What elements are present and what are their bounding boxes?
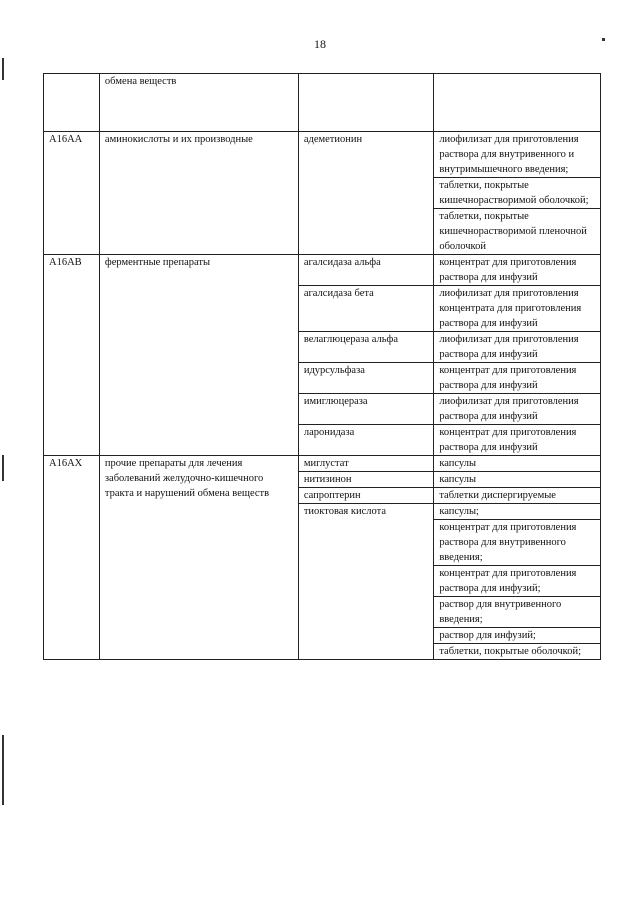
dosage-form-cell: лиофилизат для приготовления раствора для инфузий — [434, 394, 601, 425]
dosage-form-cell: капсулы; — [434, 504, 601, 520]
scan-mark — [2, 455, 4, 481]
dosage-form-cell: раствор для внутривенного введения; — [434, 597, 601, 628]
group-cell: обмена веществ — [99, 74, 298, 132]
dosage-form-cell: концентрат для приготовления раствора для внутривенного введения; — [434, 520, 601, 566]
group-name-cell: ферментные препараты — [99, 255, 298, 456]
code-cell — [44, 74, 100, 132]
dosage-form-cell: таблетки диспергируемые — [434, 488, 601, 504]
scan-mark — [2, 735, 4, 805]
scan-mark — [2, 58, 4, 80]
drug-name-cell: идурсульфаза — [298, 363, 433, 394]
table-row — [44, 456, 601, 472]
dosage-form-cell: лиофилизат для приготовления раствора для инфузий — [434, 332, 601, 363]
dosage-form-cell: концентрат для приготовления раствора для инфузий — [434, 255, 601, 286]
scan-dot — [602, 38, 605, 41]
drug-name-cell: агалсидаза альфа — [298, 255, 433, 286]
dosage-form-cell: концентрат для приготовления раствора для инфузий — [434, 425, 601, 456]
dosage-form-cell: концентрат для приготовления раствора для инфузий; — [434, 566, 601, 597]
dosage-form-cell: концентрат для приготовления раствора для инфузий — [434, 363, 601, 394]
form-cell — [434, 74, 601, 132]
dosage-form-cell: раствор для инфузий; — [434, 628, 601, 644]
dosage-form-cell: лиофилизат для приготовления раствора для внутривенного и внутримышечного введения; — [434, 132, 601, 178]
drug-name-cell: тиоктовая кислота — [298, 504, 433, 660]
drug-name-cell: имиглюцераза — [298, 394, 433, 425]
drug-name-cell: нитизинон — [298, 472, 433, 488]
drug-name-cell: сапроптерин — [298, 488, 433, 504]
dosage-form-cell: капсулы — [434, 456, 601, 472]
group-name-cell: аминокислоты и их производные — [99, 132, 298, 255]
atc-code-cell: A16AA — [44, 132, 100, 255]
dosage-form-cell: таблетки, покрытые оболочкой; — [434, 644, 601, 660]
table-row — [44, 255, 601, 286]
table-row — [44, 132, 601, 178]
dosage-form-cell: таблетки, покрытые кишечнорастворимой оболочкой; — [434, 178, 601, 209]
dosage-form-cell: таблетки, покрытые кишечнорастворимой пленочной оболочкой — [434, 209, 601, 255]
table-body — [44, 74, 601, 660]
table-row — [44, 74, 601, 132]
drug-name-cell: адеметионин — [298, 132, 433, 255]
drug-name-cell: велаглюцераза альфа — [298, 332, 433, 363]
drug-name-cell: ларонидаза — [298, 425, 433, 456]
group-name-cell: прочие препараты для лечения заболеваний желудочно-кишечного тракта и нарушений обмена веществ — [99, 456, 298, 660]
drug-name-cell: миглустат — [298, 456, 433, 472]
drug-cell — [298, 74, 433, 132]
drug-name-cell: агалсидаза бета — [298, 286, 433, 332]
atc-code-cell: A16AX — [44, 456, 100, 660]
page-number: 18 — [314, 37, 326, 51]
dosage-form-cell: капсулы — [434, 472, 601, 488]
drug-table — [43, 73, 601, 660]
dosage-form-cell: лиофилизат для приготовления концентрата для приготовления раствора для инфузий — [434, 286, 601, 332]
atc-code-cell: A16AB — [44, 255, 100, 456]
